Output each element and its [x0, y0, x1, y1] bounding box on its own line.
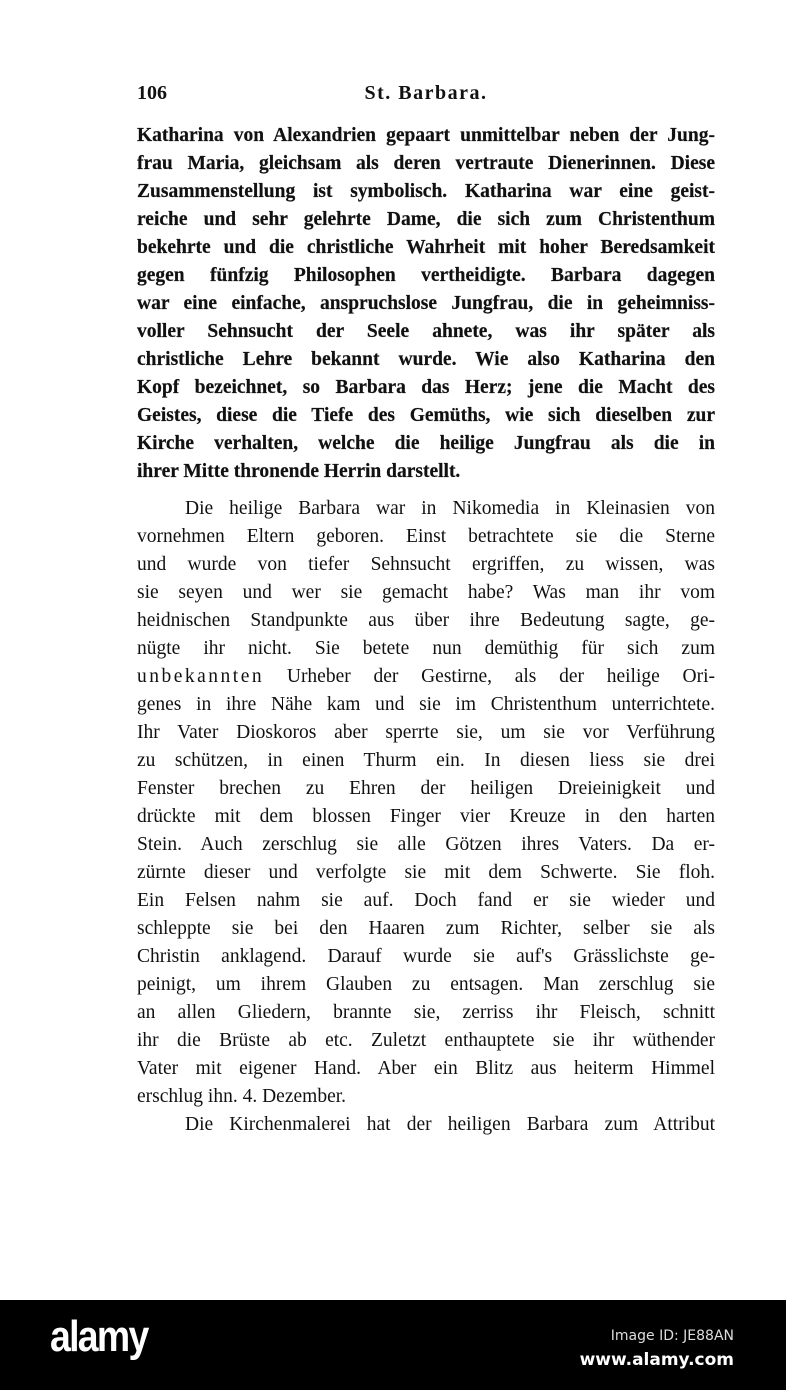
site-url: www.alamy.com	[579, 1350, 734, 1370]
page-number: 106	[137, 82, 167, 104]
text-line: ihr die Brüste ab etc. Zuletzt enthauptete sie ihr wüthender	[137, 1030, 715, 1051]
text-line: Kopf bezeichnet, so Barbara das Herz; jene die Macht des	[137, 377, 715, 398]
text-line: war eine einfache, anspruchslose Jungfrau, die in geheimniss-	[137, 293, 715, 314]
text-line: Ihr Vater Dioskoros aber sperrte sie, um sie vor Verführung	[137, 722, 715, 743]
text-line: Die Kirchenmalerei hat der heiligen Barbara zum Attribut	[185, 1114, 715, 1135]
text-line: voller Sehnsucht der Seele ahnete, was ihr später als	[137, 321, 715, 342]
text-line: Stein. Auch zerschlug sie alle Götzen ihres Vaters. Da er-	[137, 834, 715, 855]
text-line: sie seyen und wer sie gemacht habe? Was man ihr vom	[137, 582, 715, 603]
text-line: frau Maria, gleichsam als deren vertraute Dienerinnen. Diese	[137, 153, 715, 174]
text-line: schleppte sie bei den Haaren zum Richter, selber sie als	[137, 918, 715, 939]
watermark-footer	[0, 1300, 786, 1390]
paragraph-2	[137, 495, 715, 1111]
text-line: nügte ihr nicht. Sie betete nun demüthig für sich zum	[137, 638, 715, 659]
spaced-word: unbekannten	[137, 666, 265, 687]
paragraph-3	[137, 1111, 715, 1139]
text-line: drückte mit dem blossen Finger vier Kreuze in den harten	[137, 806, 715, 827]
image-id: Image ID: JE88AN	[610, 1328, 734, 1344]
text-line: unbekannten Urheber der Gestirne, als der heilige Ori-	[137, 666, 715, 687]
paragraph-1	[137, 122, 715, 486]
text-line: vornehmen Eltern geboren. Einst betrachtete sie die Sterne	[137, 526, 715, 547]
text-line: Geistes, diese die Tiefe des Gemüths, wie sich dieselben zur	[137, 405, 715, 426]
text-line: Die heilige Barbara war in Nikomedia in Kleinasien von	[185, 498, 715, 519]
text-line: heidnischen Standpunkte aus über ihre Bedeutung sagte, ge-	[137, 610, 715, 631]
text-line: an allen Gliedern, brannte sie, zerriss ihr Fleisch, schnitt	[137, 1002, 715, 1023]
text-line: Zusammenstellung ist symbolisch. Katharina war eine geist-	[137, 181, 715, 202]
text-line: Ein Felsen nahm sie auf. Doch fand er sie wieder und	[137, 890, 715, 911]
text-line: gegen fünfzig Philosophen vertheidigte. Barbara dagegen	[137, 265, 715, 286]
text-line: christliche Lehre bekannt wurde. Wie also Katharina den	[137, 349, 715, 370]
page-header	[137, 82, 715, 112]
text-line: reiche und sehr gelehrte Dame, die sich zum Christenthum	[137, 209, 715, 230]
text-line: Vater mit eigener Hand. Aber ein Blitz aus heiterm Himmel	[137, 1058, 715, 1079]
text-line: bekehrte und die christliche Wahrheit mit hoher Beredsamkeit	[137, 237, 715, 258]
text-line: zu schützen, in einen Thurm ein. In diesen liess sie drei	[137, 750, 715, 771]
text-line: erschlug ihn. 4. Dezember.	[137, 1086, 347, 1107]
running-title: St. Barbara.	[364, 82, 488, 104]
text-line: zürnte dieser und verfolgte sie mit dem Schwerte. Sie floh.	[137, 862, 715, 883]
text-line: Fenster brechen zu Ehren der heiligen Dreieinigkeit und	[137, 778, 715, 799]
text-line: Kirche verhalten, welche die heilige Jungfrau als die in	[137, 433, 715, 454]
text-line: ihrer Mitte thronende Herrin darstellt.	[137, 461, 461, 482]
text-line: und wurde von tiefer Sehnsucht ergriffen, zu wissen, was	[137, 554, 715, 575]
text-line: peinigt, um ihrem Glauben zu entsagen. Man zerschlug sie	[137, 974, 715, 995]
text-line: genes in ihre Nähe kam und sie im Christenthum unterrichtete.	[137, 694, 715, 715]
text-line: Christin anklagend. Darauf wurde sie auf's Grässlichste ge-	[137, 946, 715, 967]
text-line: Katharina von Alexandrien gepaart unmittelbar neben der Jung-	[137, 125, 715, 146]
alamy-logo: alamy	[50, 1312, 148, 1361]
